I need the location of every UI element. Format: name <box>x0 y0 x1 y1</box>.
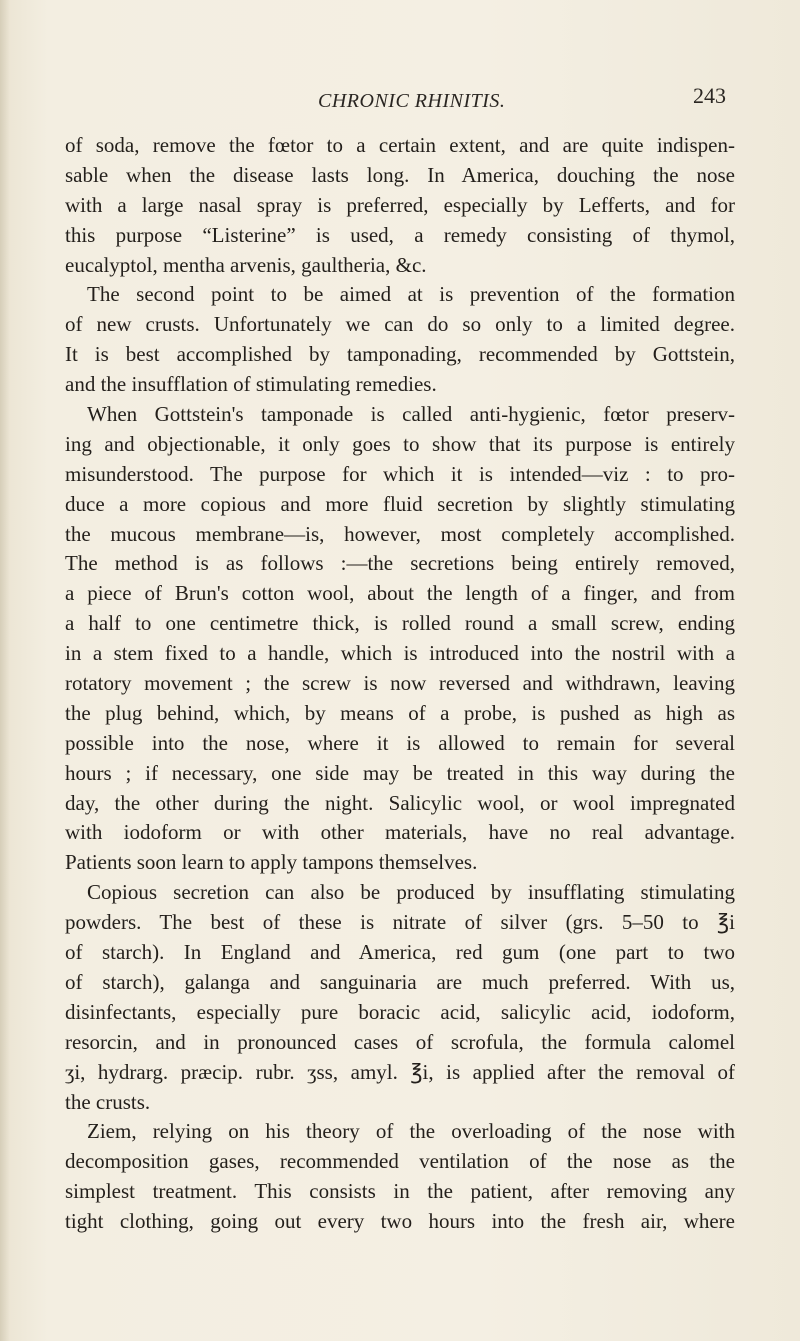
text-line: The method is as follows :—the secretions being entirely removed, <box>65 551 735 576</box>
text-line: the plug behind, which, by means of a probe, is pushed as high as <box>65 700 735 725</box>
text-line: tight clothing, going out every two hours into the fresh air, where <box>65 1209 735 1234</box>
text-line: powders. The best of these is nitrate of silver (grs. 5–50 to ℥i <box>65 910 735 935</box>
text-line: When Gottstein's tamponade is called anti-hygienic, fœtor preserv- <box>87 402 735 427</box>
text-line: misunderstood. The purpose for which it is intended—viz : to pro- <box>65 461 735 486</box>
text-line: in a stem fixed to a handle, which is introduced into the nostril with a <box>65 641 735 666</box>
text-line: duce a more copious and more fluid secretion by slightly stimulating <box>65 491 735 516</box>
text-line: with a large nasal spray is preferred, especially by Lefferts, and for <box>65 192 735 217</box>
text-line: Ziem, relying on his theory of the overloading of the nose with <box>87 1119 735 1144</box>
text-line: of starch), galanga and sanguinaria are much preferred. With us, <box>65 969 735 994</box>
text-line: a half to one centimetre thick, is rolled round a small screw, ending <box>65 611 735 636</box>
text-line: possible into the nose, where it is allowed to remain for several <box>65 730 735 755</box>
text-line: Copious secretion can also be produced by insufflating stimulating <box>87 880 735 905</box>
text-line: It is best accomplished by tamponading, recommended by Gottstein, <box>65 342 735 367</box>
text-line: of new crusts. Unfortunately we can do so only to a limited degree. <box>65 312 735 337</box>
spine-shadow <box>0 0 10 1341</box>
text-line: decomposition gases, recommended ventilation of the nose as the <box>65 1149 735 1174</box>
text-line: ing and objectionable, it only goes to show that its purpose is entirely <box>65 431 735 456</box>
text-line: Patients soon learn to apply tampons themselves. <box>65 850 478 875</box>
text-line: a piece of Brun's cotton wool, about the length of a finger, and from <box>65 581 735 606</box>
text-line: simplest treatment. This consists in the patient, after removing any <box>65 1179 735 1204</box>
page-number: 243 <box>693 83 726 108</box>
text-line: disinfectants, especially pure boracic acid, salicylic acid, iodoform, <box>65 999 735 1024</box>
text-line: with iodoform or with other materials, have no real advantage. <box>65 820 735 845</box>
body-text <box>65 131 735 1237</box>
text-line: of starch). In England and America, red gum (one part to two <box>65 940 735 965</box>
text-line: The second point to be aimed at is prevention of the formation <box>87 282 735 307</box>
text-line: rotatory movement ; the screw is now reversed and withdrawn, leaving <box>65 671 735 696</box>
text-line: ʒi, hydrarg. præcip. rubr. ʒss, amyl. ℥i, is applied after the removal of <box>65 1059 735 1084</box>
text-line: of soda, remove the fœtor to a certain extent, and are quite indispen- <box>65 133 735 157</box>
text-line: hours ; if necessary, one side may be treated in this way during the <box>65 760 735 785</box>
text-line: this purpose “Listerine” is used, a remedy consisting of thymol, <box>65 222 735 247</box>
text-line: sable when the disease lasts long. In America, douching the nose <box>65 162 735 187</box>
text-line: resorcin, and in pronounced cases of scrofula, the formula calomel <box>65 1029 735 1054</box>
running-head: CHRONIC RHINITIS. <box>318 90 506 112</box>
text-line: the crusts. <box>65 1089 151 1114</box>
text-line: the mucous membrane—is, however, most completely accomplished. <box>65 521 735 546</box>
text-line: day, the other during the night. Salicylic wool, or wool impregnated <box>65 790 735 815</box>
page-header <box>0 83 800 128</box>
text-line: eucalyptol, mentha arvenis, gaultheria, &c. <box>65 252 427 277</box>
text-line: and the insufflation of stimulating remedies. <box>65 372 437 397</box>
